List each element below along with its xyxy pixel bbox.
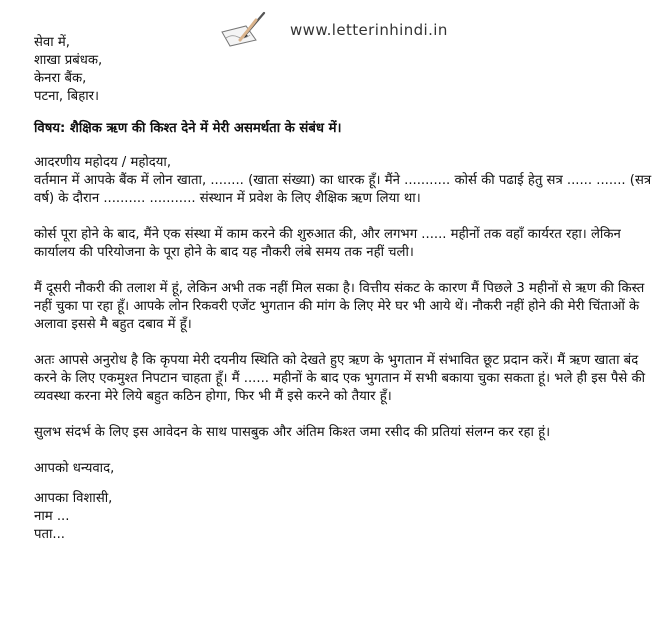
recipient-address — [34, 34, 654, 106]
signature-line: आपका विशासी, — [34, 491, 113, 506]
letter-body — [34, 34, 654, 544]
signature-line: पता... — [34, 527, 65, 542]
address-line: सेवा में, — [34, 35, 70, 50]
signature-block — [34, 490, 654, 544]
paragraph: सुलभ संदर्भ के लिए इस आवेदन के साथ पासबुक और अंतिम किश्त जमा रसीद की प्रतियां संलग्न कर रहा हूं। — [34, 425, 551, 440]
address-line: केनरा बैंक, — [34, 71, 87, 86]
paragraph: कोर्स पूरा होने के बाद, मैंने एक संस्था में काम करने की शुरुआत की, और लगभग ...... महीनों तक वहाँ कार्यरत रहा। लेकिन कार्यालय की परियोजना के पूरा होने के बाद यह नौकरी लंबे समय तक नहीं चली। — [34, 227, 621, 260]
closing-thanks: आपको धन्यवाद, — [34, 461, 115, 476]
salutation: आदरणीय महोदय / महोदया, — [34, 155, 172, 170]
website-url[interactable]: www.letterinhindi.in — [290, 21, 448, 39]
signature-line: नाम ... — [34, 509, 70, 524]
paragraph: वर्तमान में आपके बैंक में लोन खाता, ........ (खाता संख्या) का धारक हूँ। मैंने ........... कोर्स की पढाई हेतु सत्र ...... ....... (सत्र वर्ष) के दौरान .......... ........... संस्थान में प्रवेश के लिए शैक्षिक ऋण लिया था। — [34, 173, 652, 206]
letter-subject: विषय: शैक्षिक ऋण की किश्त देने में मेरी असमर्थता के संबंध में। — [34, 121, 342, 136]
paragraph: मैं दूसरी नौकरी की तलाश में हूं, लेकिन अभी तक नहीं मिल सका है। वित्तीय संकट के कारण मैं पिछले 3 महीनों से ऋण की किस्त नहीं चुका पा रहा हूँ। आपके लोन रिकवरी एजेंट भुगतान की मांग के लिए मेरे घर भी आये थें। नौकरी नहीं होने की मेरी चिंताओं के अलावा इससे मै बहुत दबाव में हूँ। — [34, 281, 645, 332]
address-line: पटना, बिहार। — [34, 89, 100, 104]
address-line: शाखा प्रबंधक, — [34, 53, 103, 68]
paragraph: अतः आपसे अनुरोध है कि कृपया मेरी दयनीय स्थिति को देखते हुए ऋण के भुगतान में संभावित छूट प्रदान करें। मैं ऋण खाता बंद करने के लिए एकमुश्त निपटान चाहता हूँ। मैं ...... महीनों के बाद एक भुगतान में सभी बकाया चुका सकता हूं। भले ही इस पैसे की व्यवस्था करना मेरे लिये बहुत कठिन होगा, फिर भी मैं इसे करने को तैयार हूँ। — [34, 353, 645, 404]
